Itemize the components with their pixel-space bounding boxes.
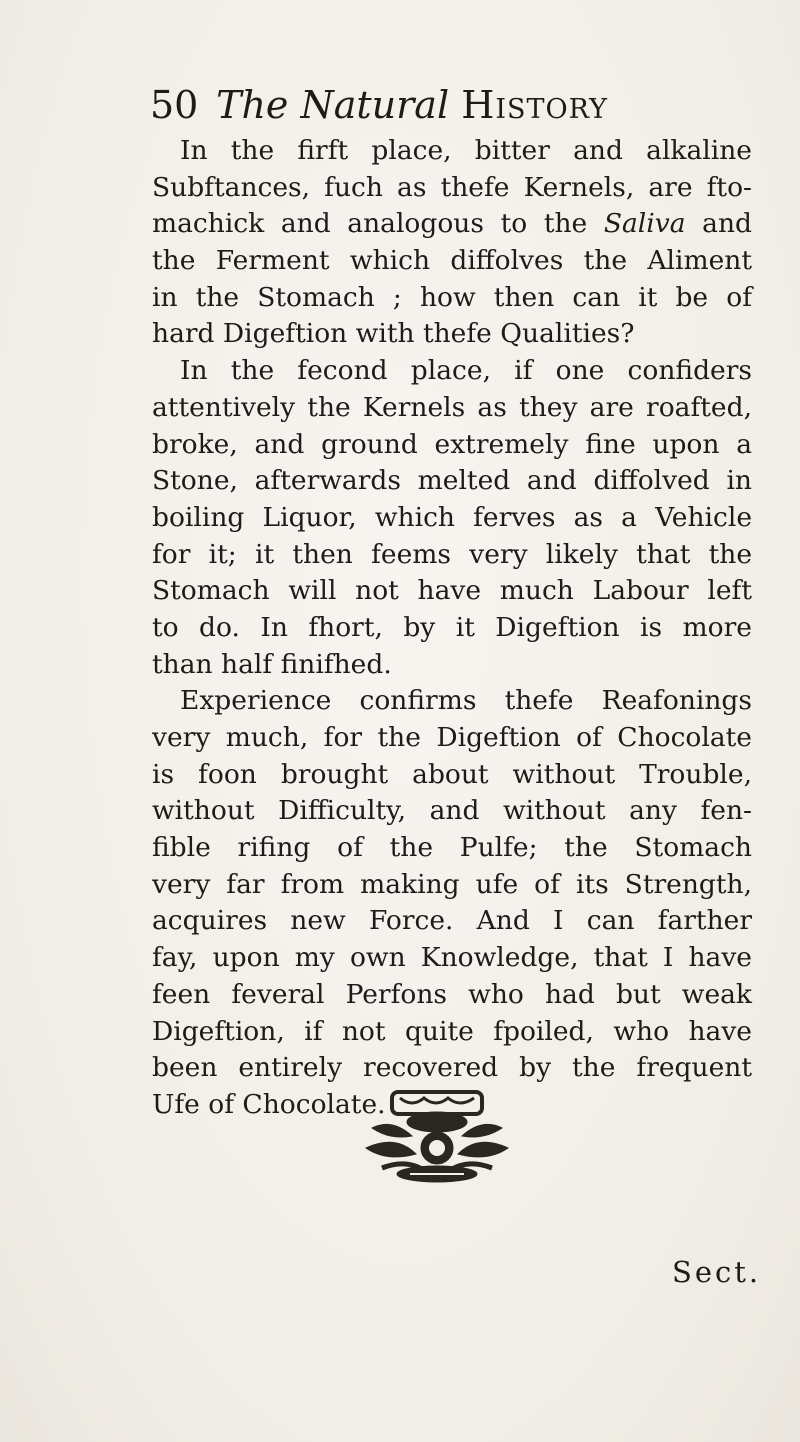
text-line: the Ferment which diffolves the Aliment xyxy=(152,245,752,277)
catchword: Sect. xyxy=(672,1255,762,1289)
text-line: Ufe of Chocolate. xyxy=(152,1088,386,1120)
text-line: without Difficulty, and without any fen- xyxy=(152,795,752,827)
page-number: 50 xyxy=(150,83,199,127)
text-line: for it; it then feems very likely that the xyxy=(152,538,752,570)
text-line: Stone, afterwards melted and diffolved in xyxy=(152,465,752,497)
text-line: attentively the Kernels as they are roafted, xyxy=(152,391,752,423)
text-line: to do. In fhort, by it Digeftion is more xyxy=(152,611,752,643)
text-line: In the fecond place, if one confiders xyxy=(180,355,752,387)
text-line: very far from making ufe of its Strength, xyxy=(152,868,752,900)
text-line: hard Digeftion with thefe Qualities? xyxy=(152,318,635,350)
text-line: Digeftion, if not quite fpoiled, who have xyxy=(152,1015,752,1047)
text-line: acquires new Force. And I can farther xyxy=(152,905,752,937)
running-head xyxy=(150,75,710,135)
text-line: very much, for the Digeftion of Chocolate xyxy=(152,722,752,753)
text-line: Stomach will not have much Labour left xyxy=(152,575,752,607)
floral-tailpiece-icon xyxy=(352,1088,522,1186)
text-line: fible rifing of the Pulfe; the Stomach xyxy=(152,832,752,864)
text-line: in the Stomach ; how then can it be of xyxy=(152,281,752,313)
text-line: than half finifhed. xyxy=(152,648,392,680)
text-line: is foon brought about without Trouble, xyxy=(152,758,752,790)
text-line: boiling Liquor, which ferves as a Vehicle xyxy=(152,501,752,533)
text-line: been entirely recovered by the frequent xyxy=(152,1052,752,1084)
text-line: feen feveral Perfons who had but weak xyxy=(152,978,752,1010)
text-line: broke, and ground extremely fine upon a xyxy=(152,428,752,460)
body-text xyxy=(152,133,752,1124)
running-title-caps: History xyxy=(461,83,608,127)
text-line: Experience confirms thefe Reafonings xyxy=(180,685,752,717)
text-line: Subftances, fuch as thefe Kernels, are fto- xyxy=(152,171,752,203)
text-line: fay, upon my own Knowledge, that I have xyxy=(152,942,752,974)
text-line: machick and analogous to the Saliva and xyxy=(152,208,752,240)
running-title-italic: The Natural xyxy=(216,83,450,127)
text-line: In the firft place, bitter and alkaline xyxy=(180,135,752,166)
